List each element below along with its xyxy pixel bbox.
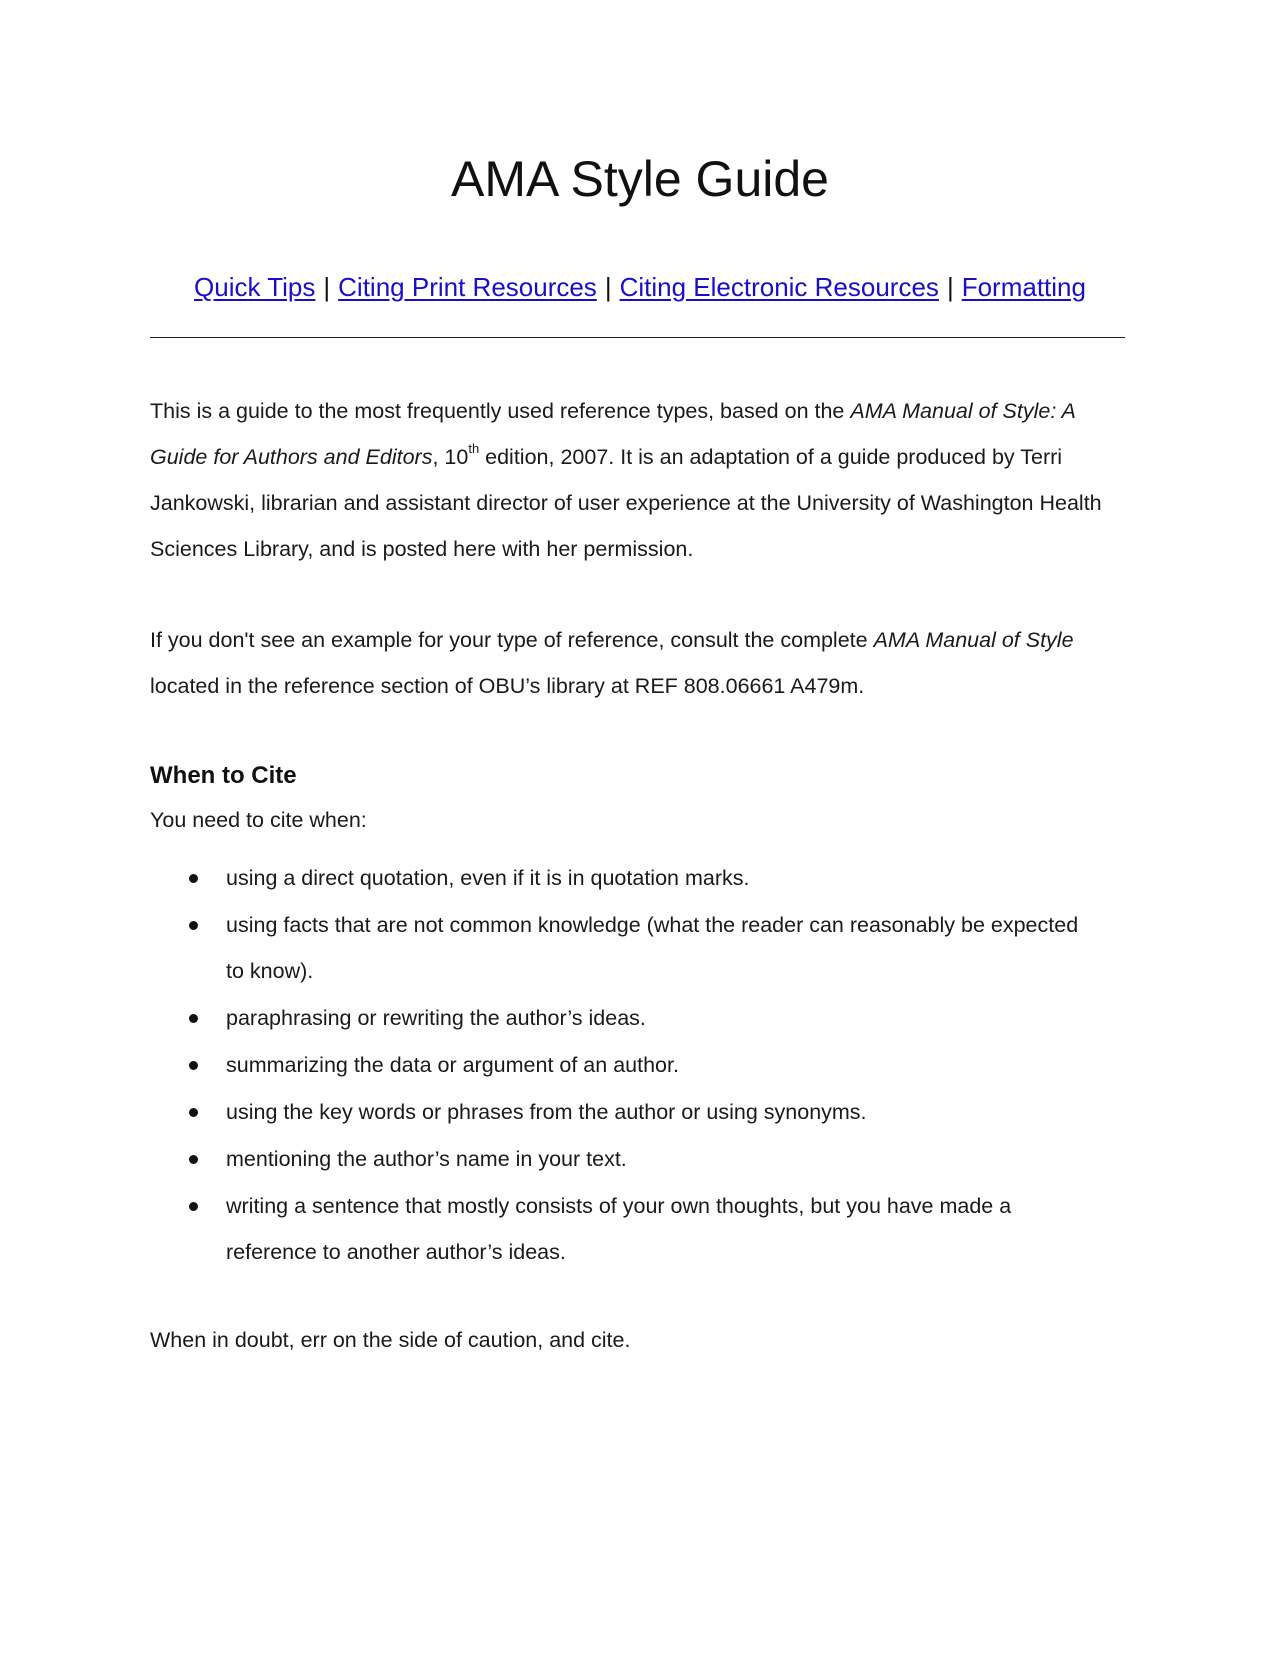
bullet-icon xyxy=(189,874,198,883)
intro-paragraph: This is a guide to the most frequently used reference types, based on the AMA Manual of Style: A Guide for Authors and Editors, 10th edition, 2007. It is an adaptation of a guide produced by Terri Jankowski, librarian and assistant director of user experience at the University of Washington Health Sciences Library, and is posted here with her permission. xyxy=(150,399,1102,561)
bullet-icon xyxy=(189,1202,198,1211)
page-title: AMA Style Guide xyxy=(451,151,829,207)
list-item: using the key words or phrases from the author or using synonyms. xyxy=(150,1089,1090,1135)
list-item: using facts that are not common knowledge (what the reader can reasonably be expected to know). xyxy=(150,902,1090,994)
closing-text: When in doubt, err on the side of caution, and cite. xyxy=(150,1328,631,1352)
list-item: mentioning the author’s name in your text. xyxy=(150,1136,1090,1182)
list-item: using a direct quotation, even if it is in quotation marks. xyxy=(150,855,1090,901)
bullet-icon xyxy=(189,1061,198,1070)
nav-link-citing-electronic[interactable]: Citing Electronic Resources xyxy=(619,272,939,302)
bullet-icon xyxy=(189,1155,198,1164)
list-item: paraphrasing or rewriting the author’s ideas. xyxy=(150,995,1090,1041)
bullet-icon xyxy=(189,1108,198,1117)
section-intro: You need to cite when: xyxy=(150,808,367,832)
list-item: writing a sentence that mostly consists of your own thoughts, but you have made a reference to another author’s ideas. xyxy=(150,1183,1090,1275)
list-item: summarizing the data or argument of an author. xyxy=(150,1042,1090,1088)
nav-link-formatting[interactable]: Formatting xyxy=(961,272,1086,302)
section-nav xyxy=(0,272,1280,303)
bullet-icon xyxy=(189,1014,198,1023)
nav-link-quick-tips[interactable]: Quick Tips xyxy=(194,272,316,302)
nav-separator: | xyxy=(323,272,331,302)
nav-separator: | xyxy=(946,272,954,302)
section-heading: When to Cite xyxy=(150,762,297,789)
horizontal-divider xyxy=(150,337,1125,338)
consult-paragraph: If you don't see an example for your type of reference, consult the complete AMA Manual of Style located in the reference section of OBU’s library at REF 808.06661 A479m. xyxy=(150,628,1074,698)
cite-reasons-list xyxy=(150,855,1090,1276)
nav-separator: | xyxy=(604,272,612,302)
nav-link-citing-print[interactable]: Citing Print Resources xyxy=(338,272,597,302)
bullet-icon xyxy=(189,921,198,930)
